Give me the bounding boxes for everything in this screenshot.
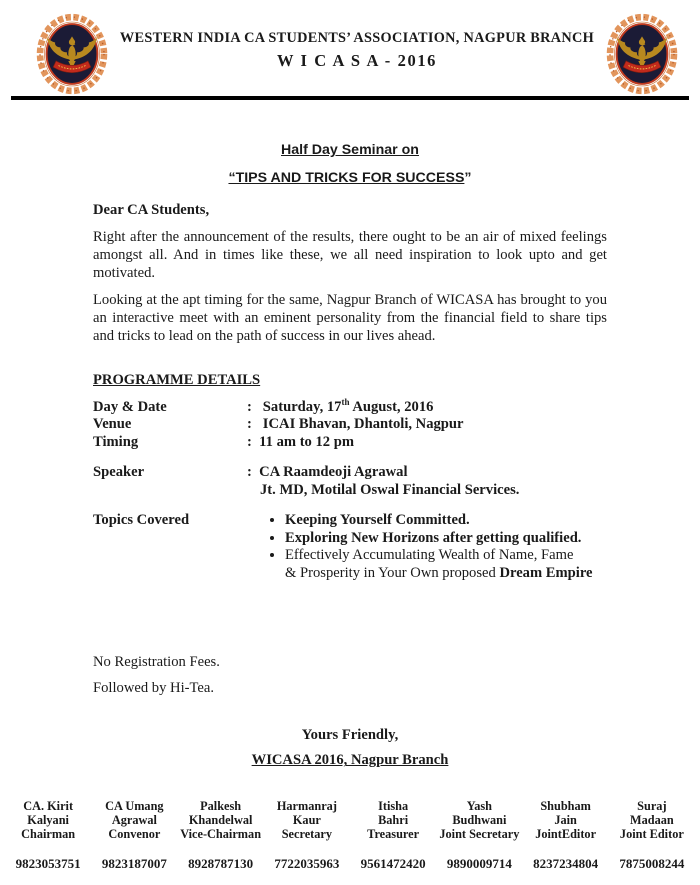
programme-heading xyxy=(93,372,607,389)
member-name-line1: Itisha xyxy=(378,799,409,814)
member-name-line2: Khandelwal xyxy=(188,813,253,828)
closing-signature-text: WICASA 2016, Nagpur Branch xyxy=(251,752,449,769)
letterhead xyxy=(0,0,700,95)
member-role: Chairman xyxy=(21,827,76,842)
member-name-line2: Budhwani xyxy=(452,813,507,828)
salutation: Dear CA Students, xyxy=(93,202,210,218)
member-name-line2: Kalyani xyxy=(27,813,69,828)
context-paragraph: Looking at the apt timing for the same, Nagpur Branch of WICASA has brought to you an interactive meet with an eminent personality from the financial field to share tips and tricks to lead on the path of success in our lives ahead. xyxy=(93,292,607,345)
divider-rule xyxy=(11,96,689,100)
member-role: Joint Secretary xyxy=(439,827,520,842)
icai-emblem-icon-right xyxy=(604,13,680,95)
closing-signature xyxy=(93,752,607,769)
member-phone: 7875008244 xyxy=(619,856,685,872)
member-phone: 7722035963 xyxy=(274,856,340,872)
member-phone: 9823187007 xyxy=(101,856,167,872)
member-phone: 9890009714 xyxy=(446,856,512,872)
member-name-line1: Palkesh xyxy=(200,799,242,814)
topic-item: • Keeping Yourself Committed. xyxy=(285,512,593,530)
member-role: Vice-Chairman xyxy=(180,827,262,842)
committee-member-secretary xyxy=(264,799,350,872)
committee-member-joint-editor-1 xyxy=(523,799,609,872)
committee-member-joint-secretary xyxy=(436,799,522,872)
committee-footer xyxy=(0,799,700,872)
seminar-subject xyxy=(93,170,607,186)
member-name-line2: Madaan xyxy=(630,813,674,828)
day-date-label: Day & Date xyxy=(93,398,167,415)
topic-item-line1: • Effectively Accumulating Wealth of Name, Fame xyxy=(285,547,574,564)
closing-salutation: Yours Friendly, xyxy=(301,727,399,744)
topics-list xyxy=(247,512,593,582)
day-date-value-post: August, 2016 xyxy=(349,398,434,415)
speaker-name: : CA Raamdeoji Agrawal xyxy=(247,464,408,481)
member-name-line1: Suraj xyxy=(637,799,667,814)
seminar-title xyxy=(93,142,607,158)
seminar-title-text: Half Day Seminar on xyxy=(281,142,419,158)
detail-row-topics xyxy=(93,512,607,582)
detail-row-venue xyxy=(93,416,607,434)
member-name-line2: Jain xyxy=(554,813,577,828)
timing-value: : 11 am to 12 pm xyxy=(247,433,355,450)
topics-label: Topics Covered xyxy=(93,512,190,529)
topic-item xyxy=(285,547,593,582)
seminar-subject-text: “TIPS AND TRICKS FOR SUCCESS xyxy=(228,170,465,186)
member-name-line1: CA Umang xyxy=(105,799,164,814)
committee-member-joint-editor-2 xyxy=(609,799,695,872)
hitea-note: Followed by Hi-Tea. xyxy=(93,680,214,697)
detail-row-day-date xyxy=(93,396,607,417)
venue-value: : ICAI Bhavan, Dhantoli, Nagpur xyxy=(247,416,464,433)
member-name-line2: Agrawal xyxy=(111,813,157,828)
member-name-line1: Yash xyxy=(466,799,493,814)
org-name: WESTERN INDIA CA STUDENTS’ ASSOCIATION, NAGPUR BRANCH xyxy=(119,29,595,46)
speaker-label: Speaker xyxy=(93,464,145,481)
intro-paragraph: Right after the announcement of the results, there ought to be an air of mixed feelings amongst all. And in times like these, we all need inspiration to look upto and get motivated. xyxy=(93,229,607,282)
icai-emblem-icon-left xyxy=(34,13,110,95)
member-name-line1: Harmanraj xyxy=(276,799,337,814)
member-name-line2: Bahri xyxy=(378,813,409,828)
topic-item: • Exploring New Horizons after getting qualified. xyxy=(285,530,593,548)
topic-item-emphasis: Dream Empire xyxy=(499,564,593,581)
member-phone: 8237234804 xyxy=(533,856,599,872)
day-date-value-pre: : Saturday, 17 xyxy=(247,398,342,415)
timing-label: Timing xyxy=(93,433,139,450)
member-phone: 9561472420 xyxy=(360,856,426,872)
detail-row-timing xyxy=(93,434,607,452)
member-role: Joint Editor xyxy=(619,827,684,842)
member-name-line2: Kaur xyxy=(292,813,321,828)
member-role: Secretary xyxy=(281,827,333,842)
programme-heading-text: PROGRAMME DETAILS xyxy=(93,371,261,388)
member-role: Convenor xyxy=(108,827,161,842)
detail-row-speaker xyxy=(93,464,607,499)
speaker-designation: Jt. MD, Motilal Oswal Financial Services. xyxy=(260,481,520,498)
speaker-value xyxy=(247,464,519,499)
member-name-line1: CA. Kirit xyxy=(23,799,74,814)
member-role: JointEditor xyxy=(535,827,597,842)
member-phone: 9823053751 xyxy=(15,856,81,872)
letterhead-titles xyxy=(110,30,604,79)
member-name-line1: Shubham xyxy=(540,799,591,814)
committee-member-treasurer xyxy=(350,799,436,872)
committee-member-vice-chairman xyxy=(178,799,264,872)
seminar-subject-close-quote: ” xyxy=(464,170,472,186)
day-date-value xyxy=(247,396,434,417)
venue-label: Venue xyxy=(93,416,132,433)
committee-member-convenor xyxy=(91,799,177,872)
topic-item-line2: & Prosperity in Your Own proposed xyxy=(285,564,500,581)
ordinal-superscript: th xyxy=(341,396,350,407)
committee-member-chairman xyxy=(5,799,91,872)
member-role: Treasurer xyxy=(367,827,420,842)
member-phone: 8928787130 xyxy=(188,856,254,872)
registration-note: No Registration Fees. xyxy=(93,654,220,671)
event-name: W I C A S A - 2016 xyxy=(276,50,438,70)
letter-body xyxy=(0,142,700,769)
